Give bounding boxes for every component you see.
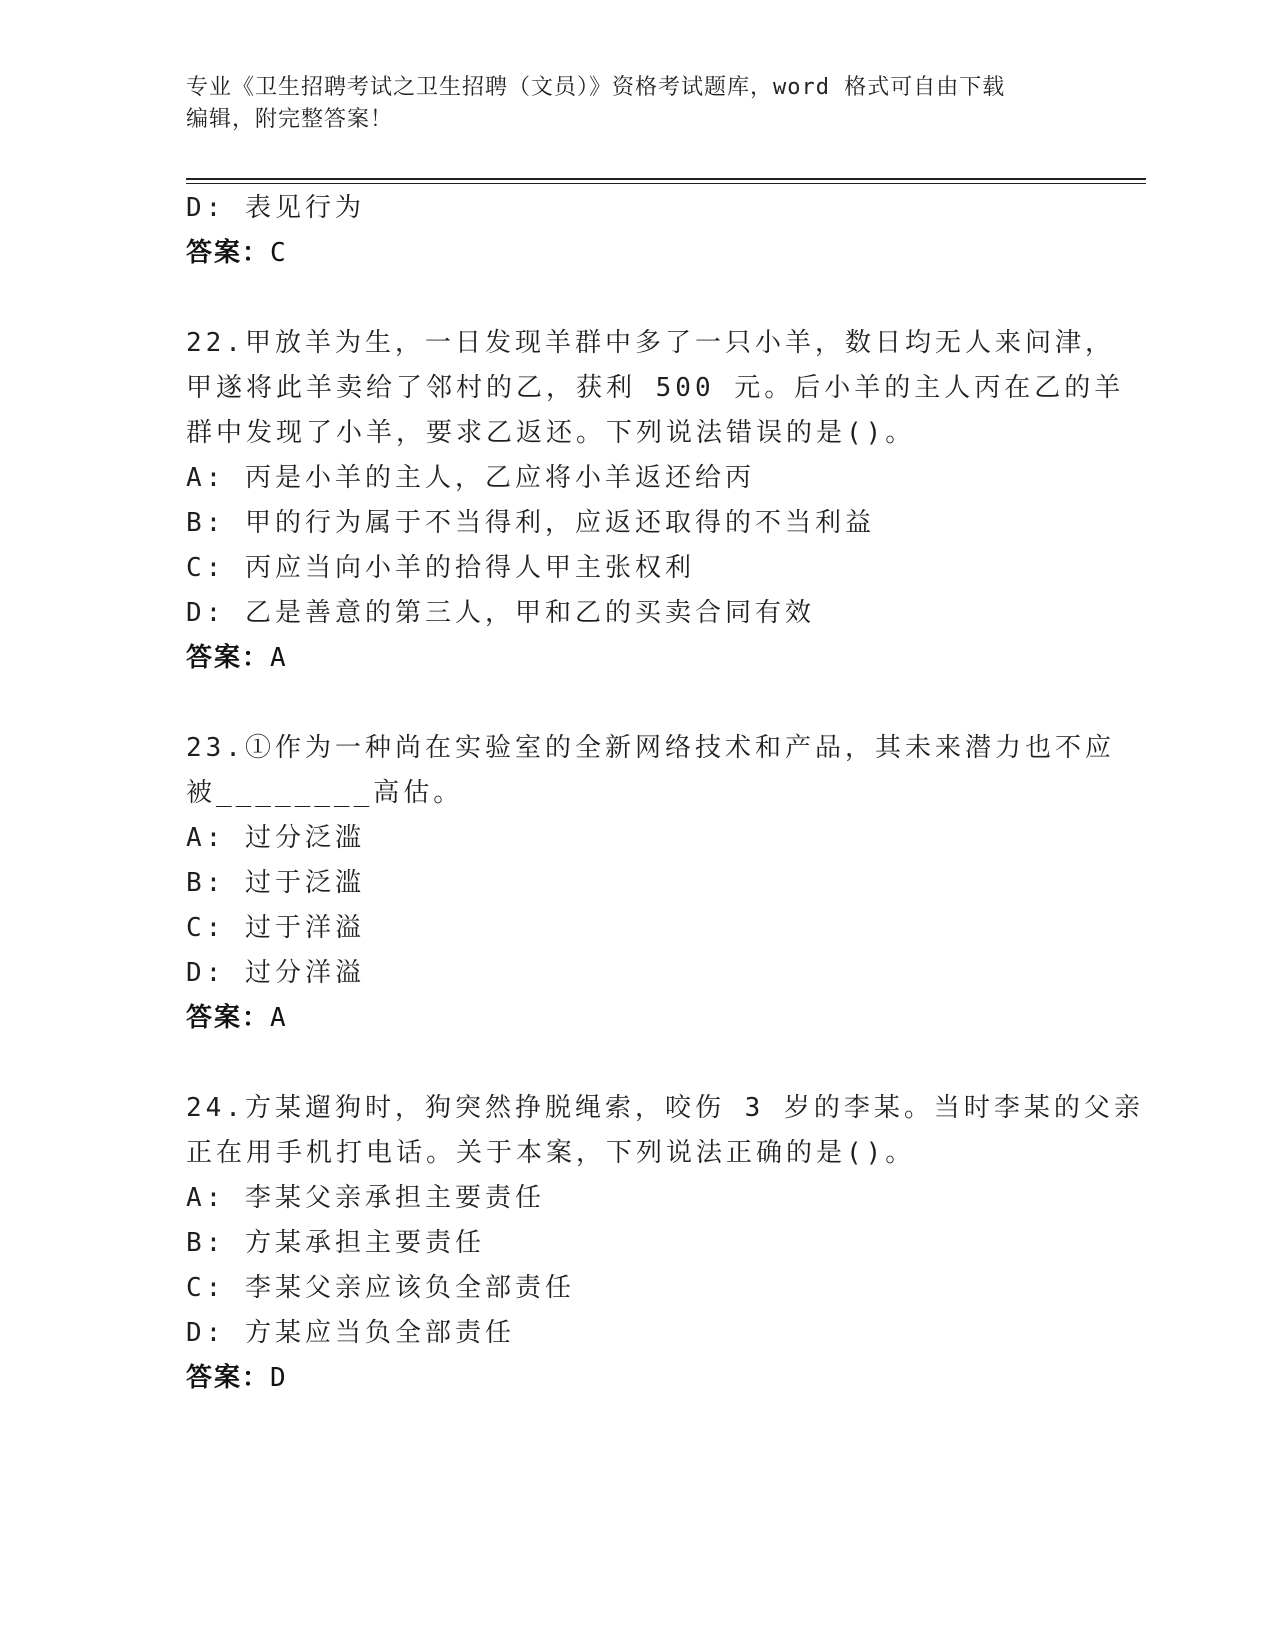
answer-label: 答案： xyxy=(186,1003,271,1033)
option-b: B: 甲的行为属于不当得利，应返还取得的不当利益 xyxy=(186,508,875,538)
question-stem xyxy=(186,726,1115,816)
option-c: C: 过于洋溢 xyxy=(186,913,365,943)
stem-line: 被________高估。 xyxy=(186,778,464,808)
answer-label: 答案： xyxy=(186,1363,271,1393)
stem-line: 群中发现了小羊，要求乙返还。下列说法错误的是()。 xyxy=(186,418,916,448)
question-stem xyxy=(186,1086,1144,1176)
question-23 xyxy=(186,726,1115,1041)
spacer xyxy=(186,681,1086,726)
option-a: A: 丙是小羊的主人，乙应将小羊返还给丙 xyxy=(186,463,755,493)
option-b: B: 方某承担主要责任 xyxy=(186,1228,485,1258)
document-header xyxy=(186,72,1066,136)
answer xyxy=(186,636,1086,681)
option-c: C: 丙应当向小羊的拾得人甲主张权利 xyxy=(186,553,695,583)
header-rule-thin xyxy=(186,183,1146,184)
stem-line: 22.甲放羊为生，一日发现羊群中多了一只小羊，数日均无人来问津， xyxy=(186,328,1115,358)
question-stem xyxy=(186,321,1125,456)
header-line-2: 编辑，附完整答案！ xyxy=(186,107,394,132)
answer-label: 答案： xyxy=(186,643,271,673)
spacer xyxy=(186,1041,1086,1086)
spacer xyxy=(186,276,1086,321)
stem-line: 正在用手机打电话。关于本案，下列说法正确的是()。 xyxy=(186,1138,916,1168)
header-line-1: 专业《卫生招聘考试之卫生招聘（文员）》资格考试题库，word 格式可自由下载 xyxy=(186,75,1006,100)
answer-value: A xyxy=(270,1003,288,1033)
question-22 xyxy=(186,321,1125,681)
header-rule-thick xyxy=(186,178,1146,180)
option-d: D: 方某应当负全部责任 xyxy=(186,1318,515,1348)
stem-line: 23.①作为一种尚在实验室的全新网络技术和产品，其未来潜力也不应 xyxy=(186,733,1115,763)
option-a: A: 李某父亲承担主要责任 xyxy=(186,1183,545,1213)
option-d: D: 乙是善意的第三人，甲和乙的买卖合同有效 xyxy=(186,598,815,628)
question-24 xyxy=(186,1086,1144,1401)
answer xyxy=(186,996,1086,1041)
answer-label: 答案： xyxy=(186,238,271,268)
prev-answer xyxy=(186,231,1086,276)
option-d: D: 过分洋溢 xyxy=(186,958,365,988)
answer-value: D xyxy=(270,1363,288,1393)
document-body xyxy=(186,186,1144,1401)
prev-option-d: D: 表见行为 xyxy=(186,193,365,223)
answer-value: A xyxy=(270,643,288,673)
option-c: C: 李某父亲应该负全部责任 xyxy=(186,1273,575,1303)
option-b: B: 过于泛滥 xyxy=(186,868,365,898)
answer xyxy=(186,1356,1086,1401)
option-a: A: 过分泛滥 xyxy=(186,823,365,853)
stem-line: 24.方某遛狗时，狗突然挣脱绳索，咬伤 3 岁的李某。当时李某的父亲 xyxy=(186,1093,1144,1123)
stem-line: 甲遂将此羊卖给了邻村的乙，获利 500 元。后小羊的主人丙在乙的羊 xyxy=(186,373,1125,403)
answer-value: C xyxy=(270,238,288,268)
